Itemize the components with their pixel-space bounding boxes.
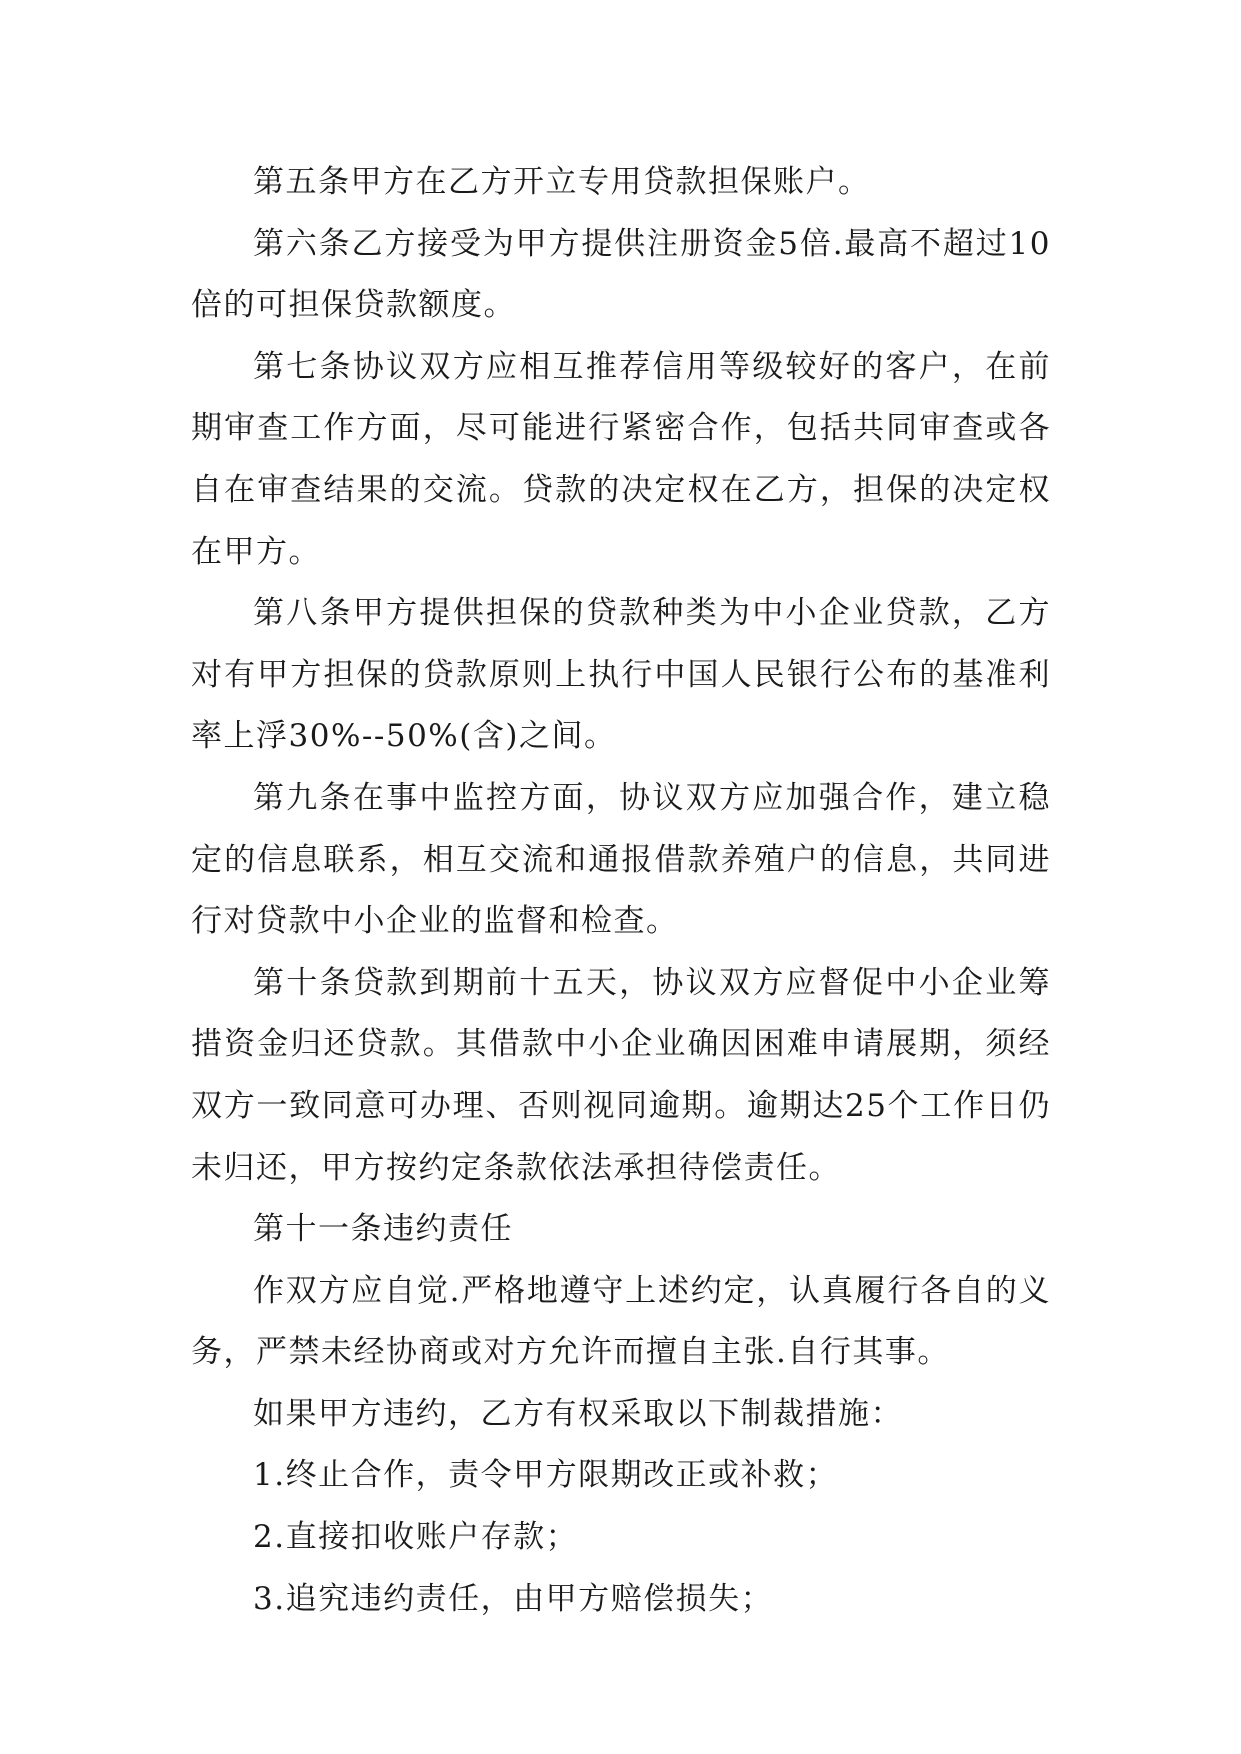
sanction-item-2: 2.直接扣收账户存款； bbox=[253, 1519, 579, 1556]
article-8-paragraph: 第八条甲方提供担保的贷款种类为中小企业贷款，乙方对有甲方担保的贷款原则上执行中国人民银行公布的基准利率上浮30%--50%(含)之间。 bbox=[191, 595, 1051, 755]
sanction-intro-paragraph: 如果甲方违约，乙方有权采取以下制裁措施： bbox=[253, 1395, 903, 1432]
article-5-paragraph: 第五条甲方在乙方开立专用贷款担保账户。 bbox=[253, 164, 871, 200]
article-10-paragraph: 第十条贷款到期前十五天，协议双方应督促中小企业筹措资金归还贷款。其借款中小企业确因困难申请展期，须经双方一致同意可办理、否则视同逾期。逾期达25个工作日仍未归还，甲方按约定条款依法承担待偿责任。 bbox=[191, 964, 1051, 1186]
sanction-item-1: 1.终止合作，责令甲方限期改正或补救； bbox=[253, 1457, 839, 1494]
article-7-paragraph: 第七条协议双方应相互推荐信用等级较好的客户，在前期审查工作方面，尽可能进行紧密合作，包括共同审查或各自在审查结果的交流。贷款的决定权在乙方，担保的决定权在甲方。 bbox=[191, 348, 1051, 570]
article-6-paragraph: 第六条乙方接受为甲方提供注册资金5倍.最高不超过10倍的可担保贷款额度。 bbox=[191, 225, 1051, 324]
sanction-item-3: 3.追究违约责任，由甲方赔偿损失； bbox=[253, 1580, 774, 1617]
article-9-paragraph: 第九条在事中监控方面，协议双方应加强合作，建立稳定的信息联系，相互交流和通报借款养殖户的信息，共同进行对贷款中小企业的监督和检查。 bbox=[191, 779, 1051, 940]
document-body bbox=[191, 152, 1051, 1630]
article-11-heading: 第十一条违约责任 bbox=[253, 1211, 513, 1248]
obligation-paragraph: 作双方应自觉.严格地遵守上述约定，认真履行各自的义务，严禁未经协商或对方允许而擅自主张.自行其事。 bbox=[191, 1272, 1051, 1371]
